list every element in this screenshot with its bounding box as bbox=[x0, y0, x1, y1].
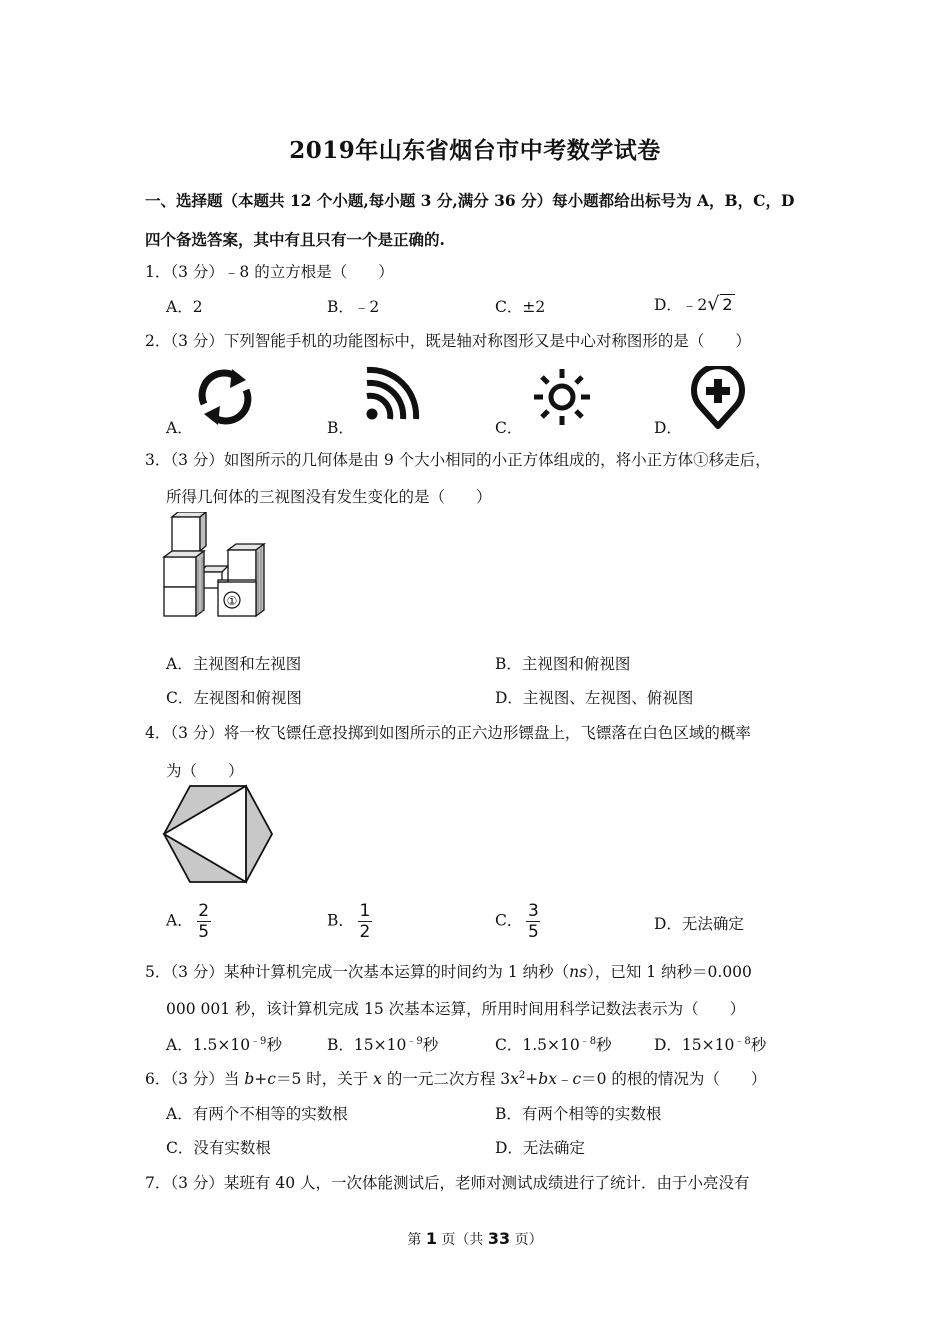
refresh-icon bbox=[194, 366, 256, 428]
q5-a-exponent: ﹣9 bbox=[250, 1036, 267, 1047]
q6-option-d: D．无法确定 bbox=[495, 1139, 585, 1157]
footer-total-pages: 33 bbox=[487, 1229, 511, 1248]
q4-option-c bbox=[495, 901, 540, 942]
question-5-stem-line2: 000 001 秒，该计算机完成 15 次基本运算，所用时间用科学记数法表示为（ ） bbox=[166, 1000, 746, 1018]
q3-option-d: D．主视图、左视图、俯视图 bbox=[495, 689, 694, 707]
q5-c-unit: 秒 bbox=[596, 1036, 612, 1055]
q6-var-b: b bbox=[244, 1070, 255, 1088]
q5-c-base: C．1.5×10 bbox=[495, 1036, 580, 1055]
q4-option-a bbox=[166, 901, 211, 942]
footer-page-number: 1 bbox=[425, 1229, 437, 1248]
q5-stem-part1: 5．（3 分）某种计算机完成一次基本运算的时间约为 1 纳秒（ bbox=[145, 963, 570, 981]
q6-var-c2: c bbox=[572, 1070, 582, 1088]
q5-unit-variable: ns bbox=[569, 963, 588, 981]
radical-sign: √ bbox=[707, 293, 720, 315]
q5-option-b bbox=[327, 1032, 438, 1055]
q4-option-b-label: B． bbox=[327, 911, 354, 930]
q4-option-b-numerator: 1 bbox=[359, 901, 371, 921]
q4-option-b-denominator: 2 bbox=[359, 922, 371, 943]
q1-option-c: C．±2 bbox=[495, 298, 546, 316]
q4-option-b-fraction bbox=[358, 901, 372, 942]
footer-prefix: 第 bbox=[407, 1232, 426, 1248]
page-title: 2019年山东省烟台市中考数学试卷 bbox=[289, 137, 661, 164]
q6-text-3: ＝5 时，关于 bbox=[275, 1070, 374, 1088]
q5-b-unit: 秒 bbox=[422, 1036, 439, 1055]
q4-option-a-fraction bbox=[197, 901, 211, 942]
q2-option-b: B． bbox=[327, 419, 354, 437]
q6-text-1: 6．（3 分）当 bbox=[145, 1070, 245, 1088]
q6-text-4: 的一元二次方程 3 bbox=[381, 1070, 511, 1088]
q2-option-c: C． bbox=[495, 419, 523, 437]
q4-option-c-denominator: 5 bbox=[527, 922, 539, 943]
q6-var-x2: x bbox=[510, 1070, 519, 1088]
q5-c-exponent: ﹣8 bbox=[579, 1036, 597, 1047]
question-5-stem-line1 bbox=[145, 960, 752, 982]
q6-var-x: x bbox=[373, 1070, 382, 1088]
q2-option-a: A． bbox=[166, 419, 193, 437]
q4-option-b bbox=[327, 901, 372, 942]
footer-middle: 页（共 bbox=[436, 1232, 488, 1248]
question-3-stem-line2: 所得几何体的三视图没有发生变化的是（ ） bbox=[166, 488, 492, 506]
q4-option-a-label: A． bbox=[166, 911, 193, 930]
q5-option-a bbox=[166, 1032, 282, 1055]
q5-option-d bbox=[654, 1032, 766, 1055]
q2-option-d: D． bbox=[654, 419, 682, 437]
q1-option-d-prefix: D．﹣2 bbox=[654, 296, 708, 314]
question-1-stem: 1．（3 分）﹣8 的立方根是（ ） bbox=[145, 263, 394, 281]
q6-option-c: C．没有实数根 bbox=[166, 1139, 271, 1157]
q3-option-b: B．主视图和俯视图 bbox=[495, 655, 631, 673]
question-6-stem bbox=[145, 1067, 766, 1089]
q3-option-c: C．左视图和俯视图 bbox=[166, 689, 302, 707]
section-heading-line1: 一、选择题（本题共 12 个小题,每小题 3 分,满分 36 分）每小题都给出标号为 A，B，C，D bbox=[145, 191, 795, 210]
brightness-icon bbox=[530, 366, 594, 428]
q6-var-bx: bx bbox=[538, 1070, 557, 1088]
footer-suffix: 页） bbox=[510, 1232, 543, 1248]
cube-solid-figure bbox=[160, 512, 272, 620]
q4-option-c-label: C． bbox=[495, 911, 523, 930]
location-add-icon bbox=[690, 366, 746, 430]
q6-option-a: A．有两个不相等的实数根 bbox=[166, 1105, 348, 1123]
question-7-stem: 7．（3 分）某班有 40 人，一次体能测试后，老师对测试成绩进行了统计．由于小亮没有 bbox=[145, 1174, 750, 1192]
q4-option-c-numerator: 3 bbox=[527, 901, 539, 921]
q1-option-b: B．﹣2 bbox=[327, 298, 380, 316]
q5-d-base: D．15×10 bbox=[654, 1036, 735, 1055]
q5-a-base: A．1.5×10 bbox=[166, 1036, 251, 1055]
q5-stem-part2: ），已知 1 纳秒＝0.000 bbox=[587, 963, 752, 981]
question-4-stem-line2: 为（ ） bbox=[166, 762, 244, 780]
q1-option-a: A．2 bbox=[166, 298, 203, 316]
q6-var-c: c bbox=[267, 1070, 276, 1088]
q5-b-exponent: ﹣9 bbox=[406, 1036, 423, 1047]
cube-1-label: ① bbox=[226, 594, 238, 608]
signal-icon bbox=[362, 366, 420, 426]
q6-exponent: 2 bbox=[518, 1069, 526, 1081]
q6-text-6: ﹣ bbox=[556, 1070, 573, 1088]
q4-option-a-denominator: 5 bbox=[198, 922, 210, 943]
q1-option-d-radicand: 2 bbox=[722, 295, 733, 314]
question-3-stem-line1: 3．（3 分）如图所示的几何体是由 9 个大小相同的小正方体组成的，将小正方体①移走后， bbox=[145, 451, 771, 469]
page-footer bbox=[0, 1229, 950, 1249]
hexagon-dartboard bbox=[160, 784, 276, 886]
q3-option-a: A．主视图和左视图 bbox=[166, 655, 302, 673]
q4-option-d: D．无法确定 bbox=[654, 915, 744, 933]
q5-b-base: B．15×10 bbox=[327, 1036, 407, 1055]
q4-option-a-numerator: 2 bbox=[198, 901, 210, 921]
q5-d-unit: 秒 bbox=[750, 1036, 767, 1055]
q5-d-exponent: ﹣8 bbox=[734, 1036, 751, 1047]
question-2-stem: 2．（3 分）下列智能手机的功能图标中，既是轴对称图形又是中心对称图形的是（ ） bbox=[145, 332, 751, 350]
q6-option-b: B．有两个相等的实数根 bbox=[495, 1105, 662, 1123]
q6-text-2: + bbox=[254, 1070, 268, 1088]
question-4-stem-line1: 4．（3 分）将一枚飞镖任意投掷到如图所示的正六边形镖盘上，飞镖落在白色区域的概率 bbox=[145, 724, 751, 742]
section-heading-line2: 四个备选答案，其中有且只有一个是正确的. bbox=[145, 230, 445, 249]
q6-text-5: + bbox=[525, 1070, 539, 1088]
q1-option-d bbox=[654, 293, 735, 315]
q5-a-unit: 秒 bbox=[266, 1036, 282, 1055]
q4-option-c-fraction bbox=[526, 901, 540, 942]
q6-text-7: ＝0 的根的情况为（ ） bbox=[581, 1070, 767, 1088]
q5-option-c bbox=[495, 1032, 612, 1055]
